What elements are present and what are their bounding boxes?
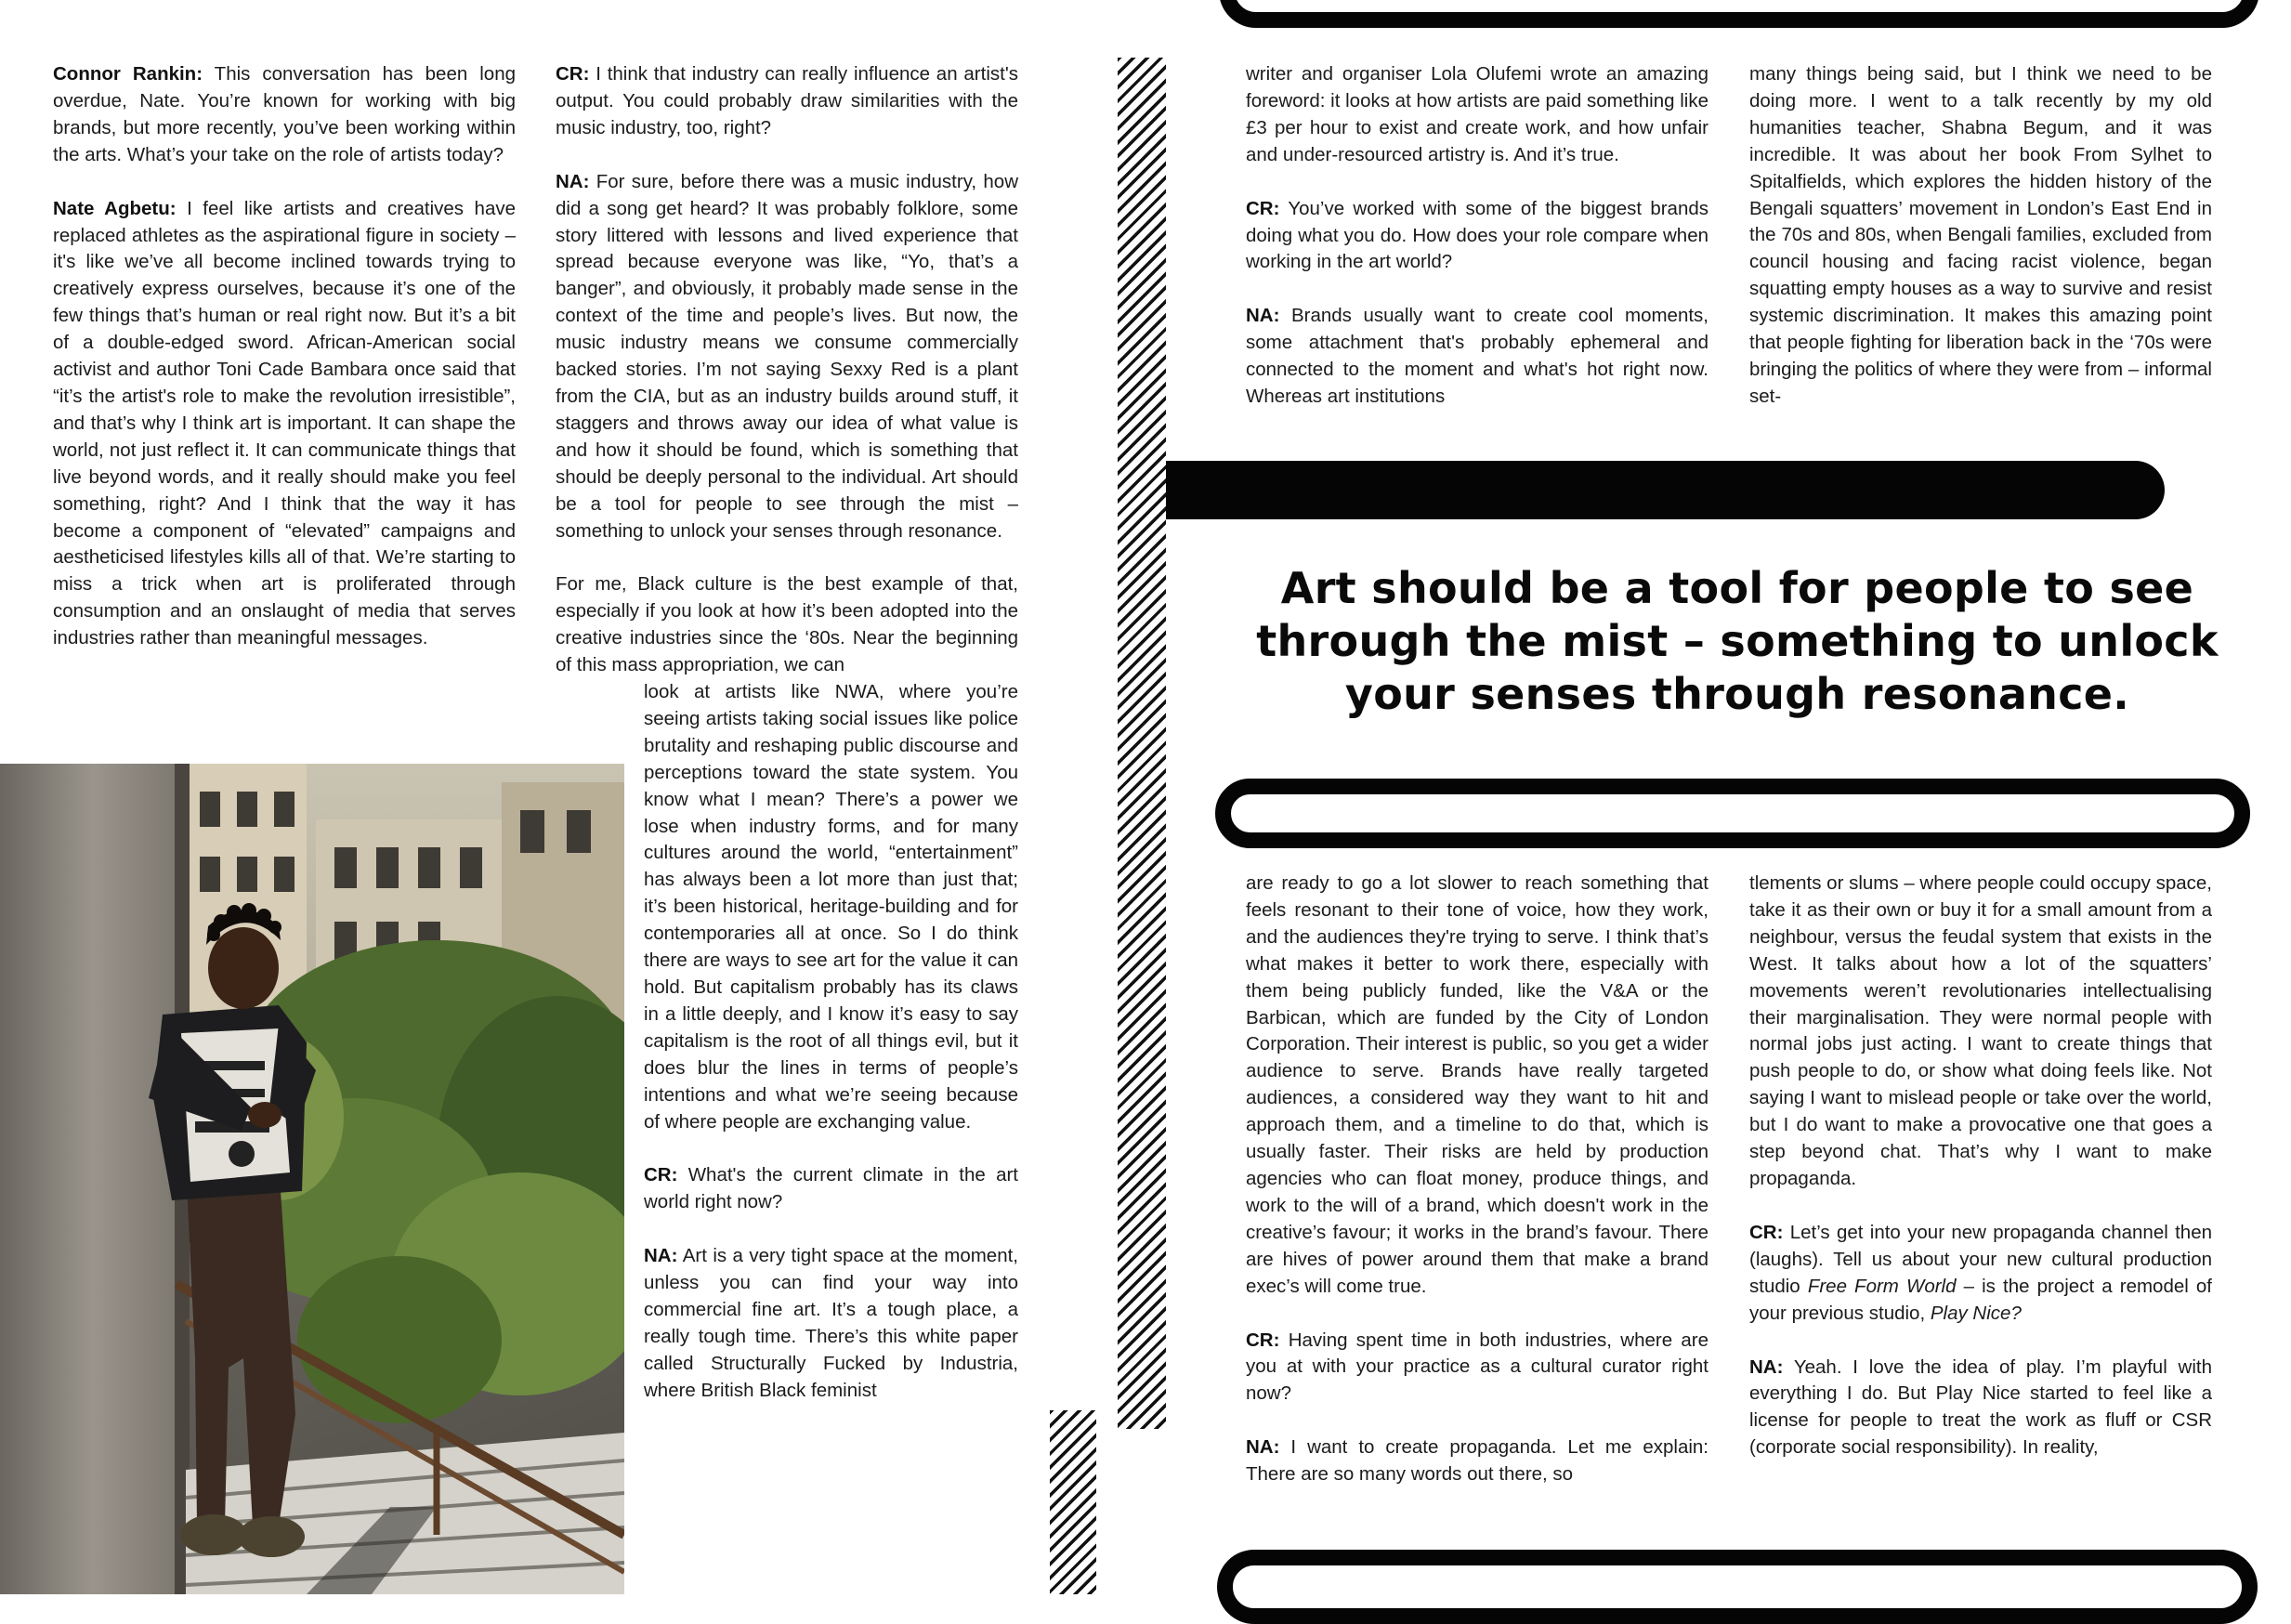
portrait-photo xyxy=(0,764,624,1594)
paragraph xyxy=(1246,1328,1708,1408)
paragraph xyxy=(53,61,516,169)
bottom-pill-outline xyxy=(1217,1550,2258,1624)
paragraph-text: – is the project a remodel of your previous studio, xyxy=(1749,1275,2213,1324)
paragraph-text: Let’s get into your new propaganda channel then (laughs). Tell us about your new cultural production studio xyxy=(1749,1221,2212,1297)
paragraph-text: What's the current climate in the art world right now? xyxy=(644,1164,1018,1213)
speaker-label: CR: xyxy=(1246,197,1280,219)
article-column-6 xyxy=(1749,871,2212,1461)
pull-quote: Art should be a tool for people to see through the mist – something to unlock your senses through resonance. xyxy=(1256,563,2219,719)
paragraph xyxy=(1246,1434,1708,1488)
paragraph-text: You’ve worked with some of the biggest brands doing what you do. How does your role compare when working in the art world? xyxy=(1246,197,1708,273)
portrait-illustration xyxy=(0,764,624,1594)
speaker-label: Connor Rankin: xyxy=(53,63,203,85)
pull-quote-bottom-pill xyxy=(1215,779,2250,848)
speaker-label: CR: xyxy=(1246,1329,1280,1351)
paragraph-text: I want to create propaganda. Let me explain: There are so many words out there, so xyxy=(1246,1436,1708,1486)
speaker-label: CR: xyxy=(644,1164,678,1186)
paragraph xyxy=(1246,303,1708,411)
paragraph: For me, Black culture is the best example of that, especially if you look at how it’s been adopted into the creative industries since the ‘80s. Near the beginning of this mass appropriation, we can xyxy=(556,573,1018,676)
studio-name: Free Form World xyxy=(1807,1275,1957,1297)
article-column-5 xyxy=(1246,871,1708,1488)
speaker-label: NA: xyxy=(556,170,590,192)
paragraph-text: Brands usually want to create cool moments, some attachment that's probably ephemeral and connected to the moment and what's hot right now. Whereas art institutions xyxy=(1246,305,1708,408)
speaker-label: CR: xyxy=(1749,1221,1784,1243)
paragraph-text: I feel like artists and creatives have replaced athletes as the aspirational figure in society – it's like we’ve all become inclined towards trying to creatively express ourselves, because it’s one of the few things that’s human or real right now. But it’s a bit of a double-edged sword. African-American social activist and author Toni Cade Bambara once said that “it’s the artist's role to make the revolution irresistible”, and that’s why I think art is important. It can shape the world, not just reflect it. It can communicate things that live beyond words, and it really should make you feel something, right? And I think that the way it has become a component of “elevated” campaigns and aestheticised lifestyles kills all of that. We’re starting to miss a trick when art is proliferated through consumption and an onslaught of media that serves industries rather than meaningful messages. xyxy=(53,197,516,649)
speaker-label: NA: xyxy=(1246,1436,1280,1459)
paragraph-text: Yeah. I love the idea of play. I’m playful with everything I do. But Play Nice started to feel like a license for people to treat the work as fluff or CSR (corporate social responsibility). In reality, xyxy=(1749,1356,2212,1459)
paragraph: are ready to go a lot slower to reach something that feels resonant to their tone of voice, how they work, and the audiences they're trying to serve. I think that’s what makes it better to work there, especially with them being publicly funded, like the V&A or the Barbican, which are funded by the City of London Corporation. Their interest is public, so you get a wider audience to serve. Brands have really targeted audiences, a considered way they want to hit and approach them, and a timeline to do that, which is usually faster. Their risks are held by production agencies who can float money, produce things, and work to the will of a brand, which doesn't work in the creative’s favour; it works in the brand’s favour. There are hives of power around them that make a brand exec’s will come true. xyxy=(1246,872,1708,1297)
paragraph: many things being said, but I think we need to be doing more. I went to a talk recently by my old humanities teacher, Shabna Begum, and it was incredible. It was about her book From Sylhet to Spitalfields, which explores the hidden history of the Bengali squatters’ movement in London’s East End in the 70s and 80s, when Bengali families, excluded from council housing and facing racist violence, began squatting empty houses as a way to survive and resist systemic discrimination. It makes this amazing point that people fighting for liberation back in the ‘70s were bringing the politics of where they were from – informal set- xyxy=(1749,63,2212,407)
speaker-label: CR: xyxy=(556,63,590,85)
paragraph: look at artists like NWA, where you’re seeing artists taking social issues like police brutality and reshaping public discourse and perceptions toward the state system. You know what I mean? There’s a power we lose when industry forms, and for many cultures around the world, “entertainment” has always been a lot more than just that; it’s been historical, heritage-building and for contemporaries all at once. So I do think there are ways to see art for the value it can hold. But capitalism probably has its claws in a little deeply, and I know it’s easy to say capitalism is the root of all things evil, but it does blur the lines in terms of people’s intentions and what we’re seeing because of where people are exchanging value. xyxy=(644,681,1018,1133)
paragraph xyxy=(556,169,1018,545)
hatch-divider-upper xyxy=(1118,58,1166,1429)
pull-quote-top-bar xyxy=(1129,461,2165,519)
paragraph-text: Art is a very tight space at the moment, unless you can find your way into commercial fine art. It’s a tough place, a really tough time. There’s this white paper called Structurally Fucked by Industria, where British Black feminist xyxy=(644,1245,1018,1401)
paragraph: tlements or slums – where people could occupy space, take it as their own or buy it for a small amount from a neighbour, versus the feudal system that exists in the West. It talks about how a lot of the squatters’ movements weren’t revolutionaries intellectualising their marginalisation. They were normal people with normal jobs just acting. I want to create things that push people to do, or show what doing feels like. Not saying I want to mislead people or take over the world, but I do want to make a provocative one that goes a step beyond chat. That’s why I want to make propaganda. xyxy=(1749,872,2212,1189)
paragraph-text: This conversation has been long overdue, Nate. You’re known for working with big brands, but more recently, you’ve been working within the arts. What’s your take on the role of artists today? xyxy=(53,63,517,165)
article-column-4 xyxy=(1749,61,2212,411)
paragraph xyxy=(556,61,1018,142)
paragraph-text: I think that industry can really influence an artist's output. You could probably draw similarities with the music industry, too, right? xyxy=(556,63,1018,138)
article-column-3 xyxy=(1246,61,1708,411)
paragraph xyxy=(644,1162,1018,1216)
studio-name: Play Nice? xyxy=(1930,1302,2022,1324)
paragraph-text: For sure, before there was a music industry, how did a song get heard? It was probably folklore, some story littered with lessons and lived experience that spread because everyone was like, “Yo, that’s a banger”, and obviously, it probably made sense in the context of the time and people’s lives. But now, the music industry means we consume commercially backed stories. I’m not saying Sexxy Red is a plant from the CIA, but as an industry builds around stuff, it staggers and throws away our idea of what value is and how it should be found, which is something that should be deeply personal to the individual. Art should be a tool for people to see through the mist – something to unlock your senses through resonance. xyxy=(556,170,1018,542)
indented-text-block xyxy=(556,679,1018,1405)
paragraph xyxy=(1246,196,1708,277)
paragraph: writer and organiser Lola Olufemi wrote an amazing foreword: it looks at how artists are paid something like £3 per hour to exist and create work, and how unfair and under-resourced artistry is. And it’s true. xyxy=(1246,63,1708,165)
top-pill-outline xyxy=(1219,0,2259,28)
paragraph-text: Having spent time in both industries, where are you at with your practice as a cultural curator right now? xyxy=(1246,1329,1708,1405)
paragraph xyxy=(1749,1355,2212,1462)
article-column-1 xyxy=(53,61,516,652)
paragraph xyxy=(644,1243,1018,1404)
paragraph xyxy=(1749,1220,2212,1328)
article-column-2 xyxy=(556,61,1018,1405)
speaker-label: Nate Agbetu: xyxy=(53,197,177,219)
speaker-label: NA: xyxy=(644,1245,678,1267)
paragraph xyxy=(53,196,516,652)
speaker-label: NA: xyxy=(1246,305,1280,327)
speaker-label: NA: xyxy=(1749,1356,1784,1378)
hatch-divider-lower xyxy=(1050,1410,1096,1594)
